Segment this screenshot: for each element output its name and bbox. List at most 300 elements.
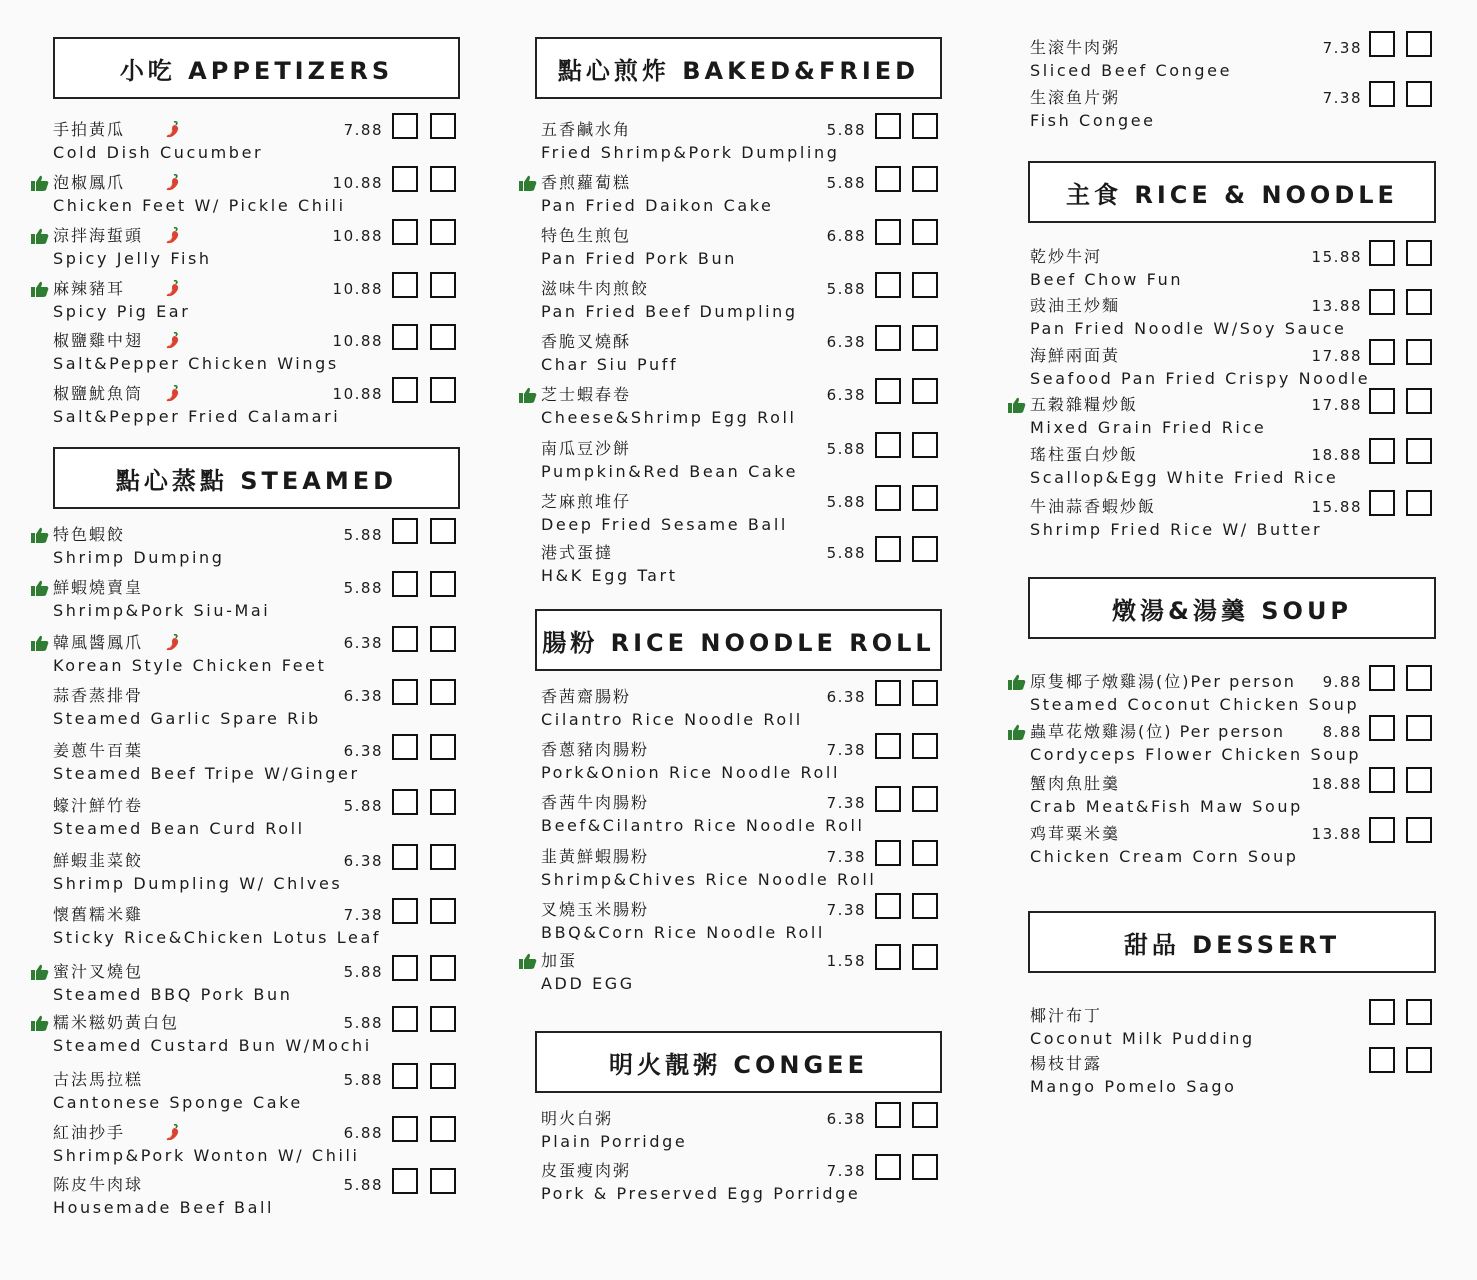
menu-item <box>53 331 456 381</box>
order-checkbox-2[interactable] <box>912 733 938 759</box>
order-checkbox-1[interactable] <box>392 898 418 924</box>
order-checkbox-1[interactable] <box>875 113 901 139</box>
menu-item <box>53 226 456 276</box>
item-name-english: Cheese&Shrimp Egg Roll <box>541 408 797 427</box>
item-name-english: Salt&Pepper Fried Calamari <box>53 407 341 426</box>
item-name-english: Salt&Pepper Chicken Wings <box>53 354 339 373</box>
order-checkbox-1[interactable] <box>392 324 418 350</box>
item-name-english: Steamed Beef Tripe W/Ginger <box>53 764 360 783</box>
order-checkbox-1[interactable] <box>1369 767 1395 793</box>
item-name-english: Pumpkin&Red Bean Cake <box>541 462 799 481</box>
item-name-english: Shrimp Dumping <box>53 548 225 567</box>
order-checkbox-2[interactable] <box>1406 31 1432 57</box>
order-checkbox-1[interactable] <box>392 377 418 403</box>
menu-item <box>1030 722 1432 772</box>
order-checkbox-1[interactable] <box>392 789 418 815</box>
item-name-english: Pan Fried Pork Bun <box>541 249 737 268</box>
item-name-english: Spicy Pig Ear <box>53 302 191 321</box>
item-name-chinese: 香煎蘿蔔糕 <box>541 173 632 192</box>
section-title: 主食 RICE & NOODLE <box>1028 161 1436 223</box>
order-checkbox-1[interactable] <box>392 219 418 245</box>
section-title: 小吃 APPETIZERS <box>53 37 460 99</box>
order-checkbox-1[interactable] <box>1369 240 1395 266</box>
menu-item <box>541 740 938 790</box>
item-price: 7.38 <box>826 848 866 866</box>
order-checkbox-2[interactable] <box>912 536 938 562</box>
item-name-english: Char Siu Puff <box>541 355 679 374</box>
order-checkbox-1[interactable] <box>1369 81 1395 107</box>
item-name-english: Cordyceps Flower Chicken Soup <box>1030 745 1362 764</box>
order-checkbox-2[interactable] <box>1406 81 1432 107</box>
item-name-english: Shrimp Dumpling W/ Chlves <box>53 874 343 893</box>
item-name-english: Fried Shrimp&Pork Dumpling <box>541 143 840 162</box>
order-checkbox-2[interactable] <box>430 377 456 403</box>
item-name-chinese: 五香鹹水角 <box>541 120 632 139</box>
item-price: 6.38 <box>826 688 866 706</box>
menu-item <box>541 226 938 276</box>
item-price: 13.88 <box>1311 825 1362 843</box>
item-price: 5.88 <box>826 174 866 192</box>
item-name-english: Steamed Coconut Chicken Soup <box>1030 695 1360 714</box>
order-checkbox-2[interactable] <box>1406 289 1432 315</box>
item-name-english: ADD EGG <box>541 974 635 993</box>
item-name-english: H&K Egg Tart <box>541 566 678 585</box>
item-name-chinese: 蟹肉魚肚羹 <box>1030 774 1121 793</box>
thumbs-up-icon <box>31 1015 49 1031</box>
order-checkbox-1[interactable] <box>392 272 418 298</box>
thumbs-up-icon <box>1008 674 1026 690</box>
item-name-chinese: 鸡茸粟米羹 <box>1030 824 1121 843</box>
section-title: 腸粉 RICE NOODLE ROLL <box>535 609 942 671</box>
item-price: 7.38 <box>826 1162 866 1180</box>
order-checkbox-2[interactable] <box>1406 339 1432 365</box>
order-checkbox-2[interactable] <box>1406 438 1432 464</box>
thumbs-up-icon <box>1008 724 1026 740</box>
menu-item <box>541 1161 938 1211</box>
item-name-english: Chicken Cream Corn Soup <box>1030 847 1299 866</box>
thumbs-up-icon <box>31 635 49 651</box>
menu-item <box>541 687 938 737</box>
order-checkbox-2[interactable] <box>430 898 456 924</box>
order-checkbox-2[interactable] <box>912 680 938 706</box>
item-name-chinese: 豉油王炒麵 <box>1030 296 1121 315</box>
item-name-chinese: 加蛋 <box>541 951 578 970</box>
item-price: 13.88 <box>1311 297 1362 315</box>
item-name-chinese: 陈皮牛肉球 <box>53 1175 144 1194</box>
menu-item <box>53 1123 456 1173</box>
item-name-chinese: 蒜香蒸排骨 <box>53 686 144 705</box>
menu-item <box>541 332 938 382</box>
item-name-chinese: 蠔汁鮮竹卷 <box>53 796 144 815</box>
section-title: 點心蒸點 STEAMED <box>53 447 460 509</box>
item-name-chinese: 椒鹽魷魚筒 <box>53 384 144 403</box>
order-checkbox-2[interactable] <box>430 626 456 652</box>
item-name-english: Pork & Preserved Egg Porridge <box>541 1184 861 1203</box>
chili-pepper-icon <box>165 1124 181 1142</box>
item-name-chinese: 紅油抄手 <box>53 1123 126 1142</box>
order-checkbox-1[interactable] <box>392 734 418 760</box>
order-checkbox-2[interactable] <box>912 166 938 192</box>
item-name-english: Mixed Grain Fried Rice <box>1030 418 1267 437</box>
item-name-chinese: 特色蝦餃 <box>53 525 126 544</box>
menu-item <box>53 384 456 434</box>
order-checkbox-1[interactable] <box>875 219 901 245</box>
thumbs-up-icon <box>31 964 49 980</box>
chili-pepper-icon <box>165 385 181 403</box>
order-checkbox-2[interactable] <box>912 219 938 245</box>
section-title: 明火靚粥 CONGEE <box>535 1031 942 1093</box>
item-name-english: Korean Style Chicken Feet <box>53 656 327 675</box>
menu-item <box>53 962 456 1012</box>
menu-item <box>53 686 456 736</box>
menu-item <box>53 173 456 223</box>
menu-item <box>541 173 938 223</box>
item-price: 5.88 <box>343 1071 383 1089</box>
item-name-english: Housemade Beef Ball <box>53 1198 275 1217</box>
order-checkbox-2[interactable] <box>430 955 456 981</box>
chili-pepper-icon <box>165 174 181 192</box>
order-checkbox-1[interactable] <box>392 1006 418 1032</box>
order-checkbox-2[interactable] <box>1406 1047 1432 1073</box>
order-checkbox-1[interactable] <box>875 733 901 759</box>
order-checkbox-1[interactable] <box>875 944 901 970</box>
menu-item <box>53 120 456 170</box>
menu-item <box>541 1109 938 1159</box>
order-checkbox-1[interactable] <box>1369 388 1395 414</box>
item-price: 9.88 <box>1322 673 1362 691</box>
item-price: 5.88 <box>826 280 866 298</box>
order-checkbox-1[interactable] <box>392 1168 418 1194</box>
order-checkbox-2[interactable] <box>912 432 938 458</box>
order-checkbox-1[interactable] <box>1369 490 1395 516</box>
item-name-english: Beef&Cilantro Rice Noodle Roll <box>541 816 865 835</box>
item-name-chinese: 懷舊糯米雞 <box>53 905 144 924</box>
order-checkbox-2[interactable] <box>430 113 456 139</box>
order-checkbox-2[interactable] <box>430 166 456 192</box>
item-price: 10.88 <box>332 385 383 403</box>
menu-item <box>1030 445 1432 495</box>
order-checkbox-1[interactable] <box>1369 289 1395 315</box>
thumbs-up-icon <box>31 580 49 596</box>
item-price: 7.38 <box>1322 89 1362 107</box>
item-price: 7.38 <box>1322 39 1362 57</box>
item-name-chinese: 南瓜豆沙餅 <box>541 439 632 458</box>
section-title: 甜品 DESSERT <box>1028 911 1436 973</box>
order-checkbox-1[interactable] <box>392 166 418 192</box>
item-price: 15.88 <box>1311 248 1362 266</box>
item-price: 7.38 <box>826 794 866 812</box>
item-price: 6.38 <box>343 742 383 760</box>
item-price: 5.88 <box>343 526 383 544</box>
chili-pepper-icon <box>165 332 181 350</box>
item-name-chinese: 叉燒玉米腸粉 <box>541 900 650 919</box>
order-checkbox-1[interactable] <box>1369 715 1395 741</box>
item-price: 10.88 <box>332 174 383 192</box>
menu-item <box>541 900 938 950</box>
item-price: 6.38 <box>343 852 383 870</box>
order-checkbox-2[interactable] <box>430 272 456 298</box>
item-name-english: Cilantro Rice Noodle Roll <box>541 710 803 729</box>
order-checkbox-2[interactable] <box>430 219 456 245</box>
item-price: 18.88 <box>1311 446 1362 464</box>
order-checkbox-1[interactable] <box>875 536 901 562</box>
order-checkbox-1[interactable] <box>1369 817 1395 843</box>
order-checkbox-2[interactable] <box>1406 490 1432 516</box>
item-name-english: Plain Porridge <box>541 1132 688 1151</box>
thumbs-up-icon <box>31 228 49 244</box>
chili-pepper-icon <box>165 227 181 245</box>
thumbs-up-icon <box>31 175 49 191</box>
item-name-chinese: 海鮮兩面黃 <box>1030 346 1121 365</box>
item-name-chinese: 生滚鱼片粥 <box>1030 88 1121 107</box>
item-name-chinese: 明火白粥 <box>541 1109 614 1128</box>
thumbs-up-icon <box>519 175 537 191</box>
item-name-chinese: 芝士蝦春卷 <box>541 385 632 404</box>
order-checkbox-1[interactable] <box>392 844 418 870</box>
order-checkbox-1[interactable] <box>1369 1047 1395 1073</box>
order-checkbox-2[interactable] <box>430 1168 456 1194</box>
menu-item <box>541 120 938 170</box>
menu-item <box>53 1175 456 1225</box>
order-checkbox-2[interactable] <box>1406 240 1432 266</box>
item-price: 6.38 <box>826 333 866 351</box>
order-checkbox-1[interactable] <box>392 626 418 652</box>
menu-item <box>541 279 938 329</box>
item-name-english: Pan Fried Noodle W/Soy Sauce <box>1030 319 1347 338</box>
order-checkbox-2[interactable] <box>912 378 938 404</box>
menu-item <box>541 439 938 489</box>
menu-item <box>541 385 938 435</box>
menu-item <box>541 793 938 843</box>
menu-item <box>53 578 456 628</box>
order-checkbox-2[interactable] <box>912 1154 938 1180</box>
menu-item <box>541 847 938 897</box>
item-name-chinese: 手拍黃瓜 <box>53 120 126 139</box>
item-name-english: Beef Chow Fun <box>1030 270 1184 289</box>
chili-pepper-icon <box>165 121 181 139</box>
order-checkbox-2[interactable] <box>912 113 938 139</box>
order-checkbox-2[interactable] <box>1406 767 1432 793</box>
item-price: 6.38 <box>826 386 866 404</box>
order-checkbox-2[interactable] <box>430 789 456 815</box>
item-name-english: Pan Fried Beef Dumpling <box>541 302 798 321</box>
item-price: 10.88 <box>332 280 383 298</box>
item-name-chinese: 滋味牛肉煎餃 <box>541 279 650 298</box>
order-checkbox-1[interactable] <box>392 955 418 981</box>
item-name-chinese: 五穀雜糧炒飯 <box>1030 395 1139 414</box>
order-checkbox-2[interactable] <box>912 840 938 866</box>
item-name-english: Chicken Feet W/ Pickle Chili <box>53 196 346 215</box>
order-checkbox-2[interactable] <box>912 1102 938 1128</box>
order-checkbox-1[interactable] <box>1369 339 1395 365</box>
item-name-chinese: 原隻椰子燉雞湯(位)Per person <box>1030 672 1296 691</box>
menu-item <box>53 851 456 901</box>
menu-item <box>541 492 938 542</box>
menu-item <box>53 1070 456 1120</box>
item-price: 5.88 <box>343 1014 383 1032</box>
item-price: 15.88 <box>1311 498 1362 516</box>
order-checkbox-1[interactable] <box>875 893 901 919</box>
item-price: 5.88 <box>826 121 866 139</box>
item-name-english: Steamed Garlic Spare Rib <box>53 709 321 728</box>
order-checkbox-1[interactable] <box>392 518 418 544</box>
order-checkbox-2[interactable] <box>430 324 456 350</box>
chili-pepper-icon <box>165 634 181 652</box>
section-title: 燉湯&湯羹 SOUP <box>1028 577 1436 639</box>
item-name-english: Seafood Pan Fried Crispy Noodle <box>1030 369 1371 388</box>
order-checkbox-1[interactable] <box>875 786 901 812</box>
menu-item <box>1030 1054 1432 1104</box>
item-name-english: Coconut Milk Pudding <box>1030 1029 1255 1048</box>
item-name-chinese: 楊枝甘露 <box>1030 1054 1103 1073</box>
order-checkbox-1[interactable] <box>875 840 901 866</box>
item-name-english: Fish Congee <box>1030 111 1156 130</box>
item-price: 5.88 <box>826 493 866 511</box>
menu-item <box>53 525 456 575</box>
item-price: 7.38 <box>826 901 866 919</box>
item-price: 6.38 <box>343 634 383 652</box>
item-name-chinese: 鮮蝦韭菜餃 <box>53 851 144 870</box>
order-checkbox-1[interactable] <box>875 680 901 706</box>
item-name-chinese: 椰汁布丁 <box>1030 1006 1103 1025</box>
item-name-english: Deep Fried Sesame Ball <box>541 515 788 534</box>
menu-item <box>53 905 456 955</box>
order-checkbox-2[interactable] <box>912 893 938 919</box>
item-name-chinese: 皮蛋瘦肉粥 <box>541 1161 632 1180</box>
item-price: 7.88 <box>343 121 383 139</box>
order-checkbox-1[interactable] <box>875 485 901 511</box>
thumbs-up-icon <box>1008 397 1026 413</box>
order-checkbox-1[interactable] <box>392 113 418 139</box>
order-checkbox-2[interactable] <box>430 844 456 870</box>
item-price: 7.38 <box>343 906 383 924</box>
order-checkbox-2[interactable] <box>1406 817 1432 843</box>
thumbs-up-icon <box>519 387 537 403</box>
item-price: 18.88 <box>1311 775 1362 793</box>
menu-item <box>53 633 456 683</box>
item-price: 5.88 <box>343 963 383 981</box>
item-price: 5.88 <box>343 797 383 815</box>
order-checkbox-2[interactable] <box>1406 665 1432 691</box>
item-name-chinese: 香茜牛肉腸粉 <box>541 793 650 812</box>
item-price: 1.58 <box>826 952 866 970</box>
item-name-chinese: 椒鹽雞中翅 <box>53 331 144 350</box>
item-name-chinese: 牛油蒜香蝦炒飯 <box>1030 497 1157 516</box>
order-checkbox-1[interactable] <box>1369 31 1395 57</box>
item-name-english: Shrimp&Chives Rice Noodle Roll <box>541 870 877 889</box>
order-checkbox-1[interactable] <box>1369 438 1395 464</box>
item-name-chinese: 古法馬拉糕 <box>53 1070 144 1089</box>
item-name-english: Cantonese Sponge Cake <box>53 1093 303 1112</box>
item-name-chinese: 糯米糍奶黃白包 <box>53 1013 180 1032</box>
item-name-chinese: 生滚牛肉粥 <box>1030 38 1121 57</box>
order-checkbox-2[interactable] <box>430 734 456 760</box>
order-checkbox-1[interactable] <box>1369 999 1395 1025</box>
item-name-chinese: 港式蛋撻 <box>541 543 614 562</box>
item-price: 6.88 <box>343 1124 383 1142</box>
order-checkbox-2[interactable] <box>430 1063 456 1089</box>
item-name-chinese: 涼拌海蜇頭 <box>53 226 144 245</box>
order-checkbox-1[interactable] <box>875 272 901 298</box>
order-checkbox-1[interactable] <box>875 1154 901 1180</box>
section-title: 點心煎炸 BAKED&FRIED <box>535 37 942 99</box>
item-name-english: Spicy Jelly Fish <box>53 249 212 268</box>
order-checkbox-2[interactable] <box>912 786 938 812</box>
item-name-english: Crab Meat&Fish Maw Soup <box>1030 797 1303 816</box>
item-name-english: Shrimp&Pork Wonton W/ Chili <box>53 1146 360 1165</box>
order-checkbox-1[interactable] <box>875 1102 901 1128</box>
item-price: 5.88 <box>343 1176 383 1194</box>
item-name-chinese: 瑤柱蛋白炒飯 <box>1030 445 1139 464</box>
order-checkbox-1[interactable] <box>875 325 901 351</box>
order-checkbox-2[interactable] <box>1406 715 1432 741</box>
item-price: 6.38 <box>343 687 383 705</box>
order-checkbox-2[interactable] <box>912 272 938 298</box>
item-name-english: Steamed Custard Bun W/Mochi <box>53 1036 372 1055</box>
item-name-english: Sliced Beef Congee <box>1030 61 1233 80</box>
item-price: 10.88 <box>332 332 383 350</box>
item-name-chinese: 特色生煎包 <box>541 226 632 245</box>
order-checkbox-2[interactable] <box>430 679 456 705</box>
item-price: 7.38 <box>826 741 866 759</box>
item-name-chinese: 鮮蝦燒賣皇 <box>53 578 144 597</box>
order-checkbox-1[interactable] <box>392 1116 418 1142</box>
order-checkbox-2[interactable] <box>912 485 938 511</box>
item-name-english: Cold Dish Cucumber <box>53 143 264 162</box>
item-name-chinese: 香蔥豬肉腸粉 <box>541 740 650 759</box>
item-price: 17.88 <box>1311 347 1362 365</box>
thumbs-up-icon <box>31 281 49 297</box>
item-name-chinese: 乾炒牛河 <box>1030 247 1103 266</box>
item-name-chinese: 蜜汁叉燒包 <box>53 962 144 981</box>
order-checkbox-1[interactable] <box>392 571 418 597</box>
item-price: 5.88 <box>826 544 866 562</box>
order-checkbox-1[interactable] <box>875 378 901 404</box>
item-name-english: Steamed BBQ Pork Bun <box>53 985 293 1004</box>
order-checkbox-1[interactable] <box>392 679 418 705</box>
item-name-chinese: 韭黃鮮蝦腸粉 <box>541 847 650 866</box>
order-checkbox-2[interactable] <box>430 571 456 597</box>
chili-pepper-icon <box>165 280 181 298</box>
order-checkbox-1[interactable] <box>875 166 901 192</box>
item-name-chinese: 蟲草花燉雞湯(位) Per person <box>1030 722 1286 741</box>
order-checkbox-1[interactable] <box>392 1063 418 1089</box>
order-checkbox-2[interactable] <box>430 1116 456 1142</box>
order-checkbox-2[interactable] <box>912 944 938 970</box>
item-price: 10.88 <box>332 227 383 245</box>
item-price: 5.88 <box>826 440 866 458</box>
menu-item <box>53 1013 456 1063</box>
item-name-english: Scallop&Egg White Fried Rice <box>1030 468 1339 487</box>
menu-item <box>1030 88 1432 138</box>
order-checkbox-2[interactable] <box>430 518 456 544</box>
menu-item <box>541 951 938 1001</box>
order-checkbox-2[interactable] <box>430 1006 456 1032</box>
order-checkbox-2[interactable] <box>1406 388 1432 414</box>
menu-item <box>1030 497 1432 547</box>
order-checkbox-2[interactable] <box>1406 999 1432 1025</box>
order-checkbox-1[interactable] <box>875 432 901 458</box>
item-name-english: Mango Pomelo Sago <box>1030 1077 1237 1096</box>
item-name-chinese: 香脆叉燒酥 <box>541 332 632 351</box>
menu-item <box>53 741 456 791</box>
order-checkbox-2[interactable] <box>912 325 938 351</box>
item-name-chinese: 姜蔥牛百葉 <box>53 741 144 760</box>
item-name-chinese: 香茜齋腸粉 <box>541 687 632 706</box>
item-name-english: Shrimp Fried Rice W/ Butter <box>1030 520 1323 539</box>
order-checkbox-1[interactable] <box>1369 665 1395 691</box>
menu-item <box>53 279 456 329</box>
